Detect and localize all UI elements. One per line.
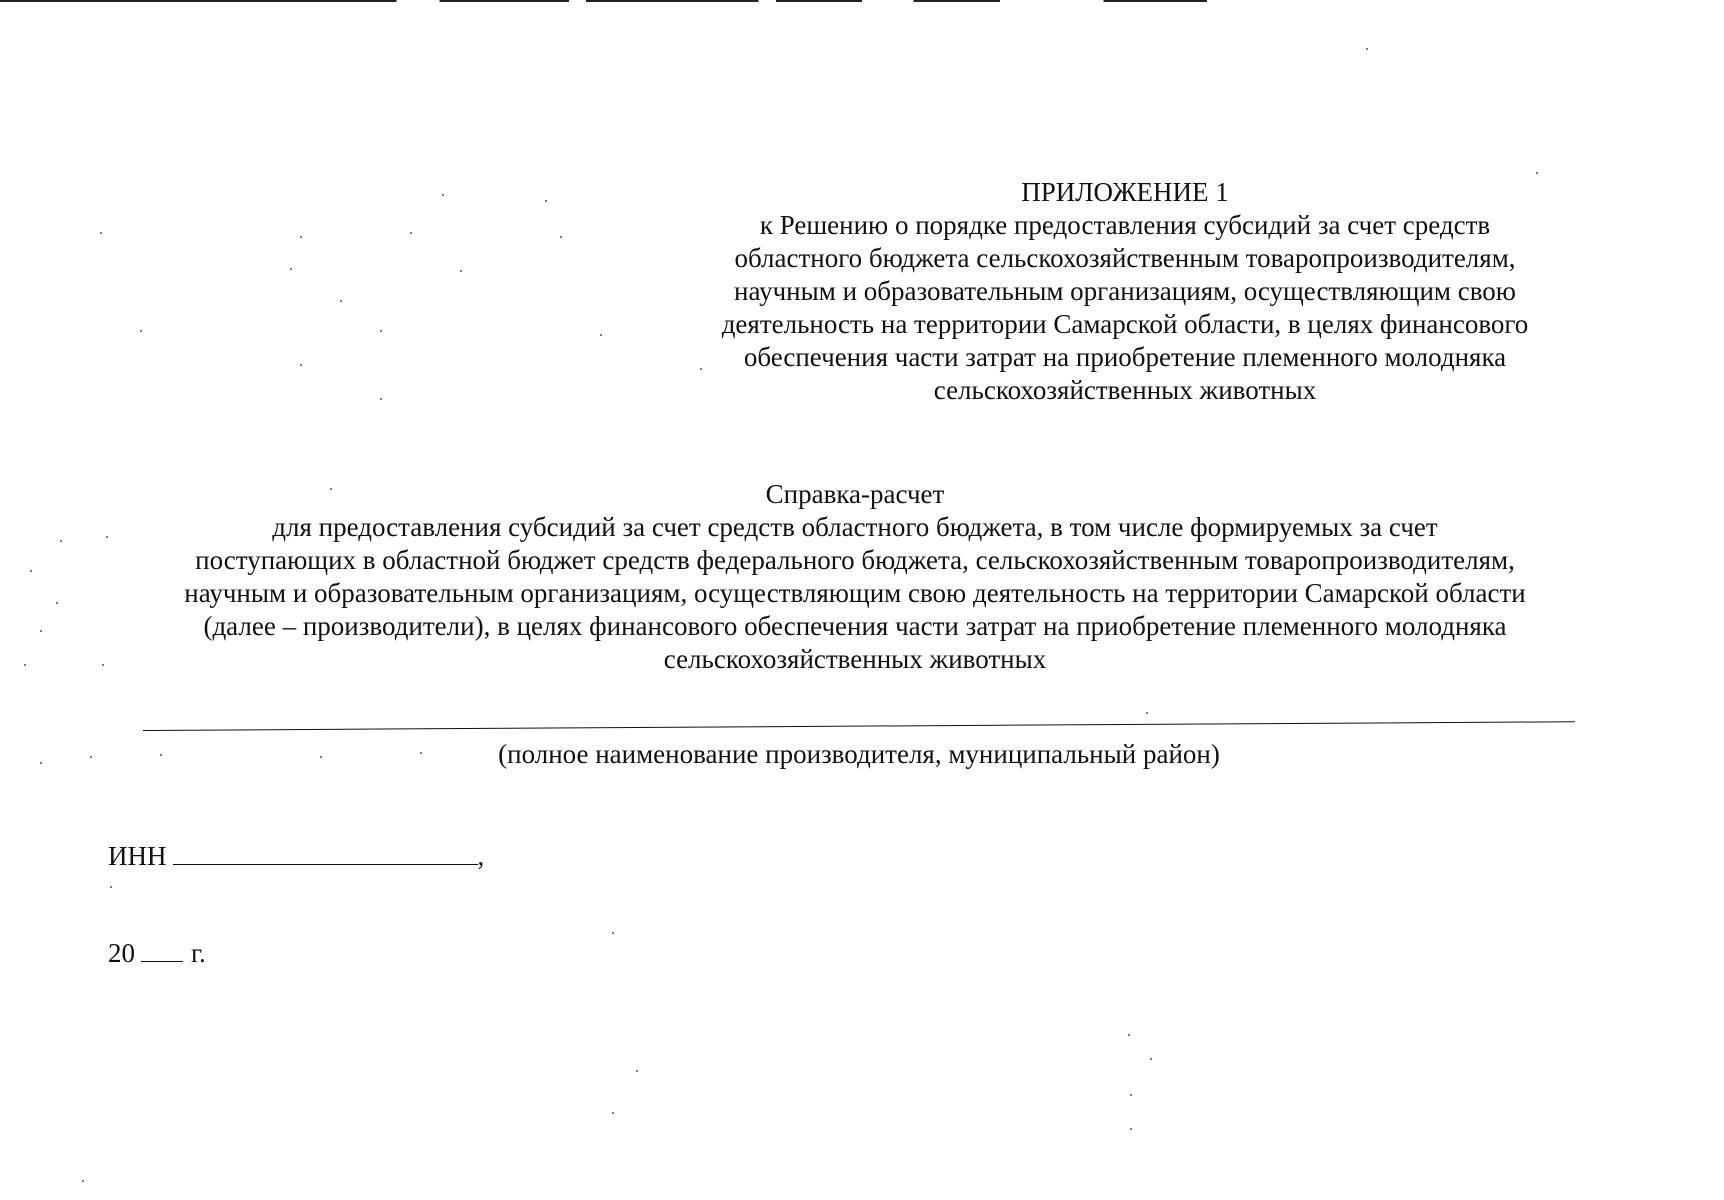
document-description-line: сельскохозяйственных животных xyxy=(663,644,1047,674)
document-title: Справка-расчет xyxy=(765,479,945,509)
scan-speck xyxy=(300,236,302,238)
scan-top-edge xyxy=(0,0,1724,2)
scan-speck xyxy=(340,300,342,302)
document-description-line: (далее – производители), в целях финансового обеспечения части затрат на приобретение племенного молодняка xyxy=(203,611,1507,641)
scan-speck xyxy=(56,602,58,604)
scan-speck xyxy=(1130,1094,1132,1096)
scan-speck xyxy=(460,270,462,272)
scan-speck xyxy=(1146,712,1148,714)
producer-name-caption: (полное наименование производителя, муниципальный район) xyxy=(498,739,1220,769)
year-prefix: 20 xyxy=(108,938,135,968)
scan-speck xyxy=(1130,1128,1132,1130)
scan-speck xyxy=(1366,48,1368,50)
inn-label: ИНН xyxy=(108,841,167,871)
scan-speck xyxy=(24,664,26,666)
scan-speck xyxy=(40,630,42,632)
scan-speck xyxy=(560,236,562,238)
scan-speck xyxy=(545,200,547,202)
scan-speck xyxy=(106,536,108,538)
document-description-line: поступающих в областной бюджет средств федерального бюджета, сельскохозяйственным товаропроизводителям, xyxy=(195,545,1515,575)
scan-speck xyxy=(82,1180,84,1182)
scan-speck xyxy=(600,334,602,336)
scan-speck xyxy=(1150,1058,1152,1060)
scan-speck xyxy=(612,932,614,934)
scan-speck xyxy=(290,268,292,270)
scan-speck xyxy=(1536,172,1538,174)
scan-speck xyxy=(380,330,382,332)
document-description-line: для предоставления субсидий за счет средств областного бюджета, в том числе формируемых за счет xyxy=(272,512,1438,542)
appendix-line: деятельность на территории Самарской области, в целях финансового xyxy=(721,309,1529,339)
scan-speck xyxy=(612,1112,614,1114)
year-field-row xyxy=(108,935,206,970)
appendix-line: областного бюджета сельскохозяйственным товаропроизводителям, xyxy=(734,243,1516,273)
inn-blank[interactable] xyxy=(173,838,478,865)
scan-speck xyxy=(636,1070,638,1072)
scan-speck xyxy=(30,570,32,572)
appendix-title: ПРИЛОЖЕНИЕ 1 xyxy=(1021,177,1229,207)
document-description-line: научным и образовательным организациям, осуществляющим свою деятельность на территории Самарской области xyxy=(184,578,1526,608)
scan-speck xyxy=(110,886,112,888)
inn-suffix: , xyxy=(477,841,485,871)
scan-speck xyxy=(300,364,302,366)
appendix-heading xyxy=(690,176,1560,407)
appendix-line: обеспечения части затрат на приобретение племенного молодняка xyxy=(743,342,1507,372)
year-blank[interactable] xyxy=(141,935,183,962)
appendix-line: научным и образовательным организациям, осуществляющим свою xyxy=(734,276,1516,306)
scan-speck xyxy=(102,664,104,666)
year-suffix: г. xyxy=(191,938,206,968)
scan-speck xyxy=(140,330,142,332)
scan-speck xyxy=(380,398,382,400)
producer-name-blank[interactable] xyxy=(143,721,1575,731)
appendix-line: сельскохозяйственных животных xyxy=(933,375,1317,405)
scan-speck xyxy=(90,756,92,758)
scan-speck xyxy=(442,194,444,196)
scan-speck xyxy=(1128,1034,1130,1036)
scan-speck xyxy=(100,232,102,234)
document-title-block xyxy=(120,478,1590,676)
scan-speck xyxy=(60,540,62,542)
inn-field-row xyxy=(108,838,484,873)
scan-speck xyxy=(40,762,42,764)
scan-speck xyxy=(410,232,412,234)
appendix-line: к Решению о порядке предоставления субсидий за счет средств xyxy=(759,210,1491,240)
